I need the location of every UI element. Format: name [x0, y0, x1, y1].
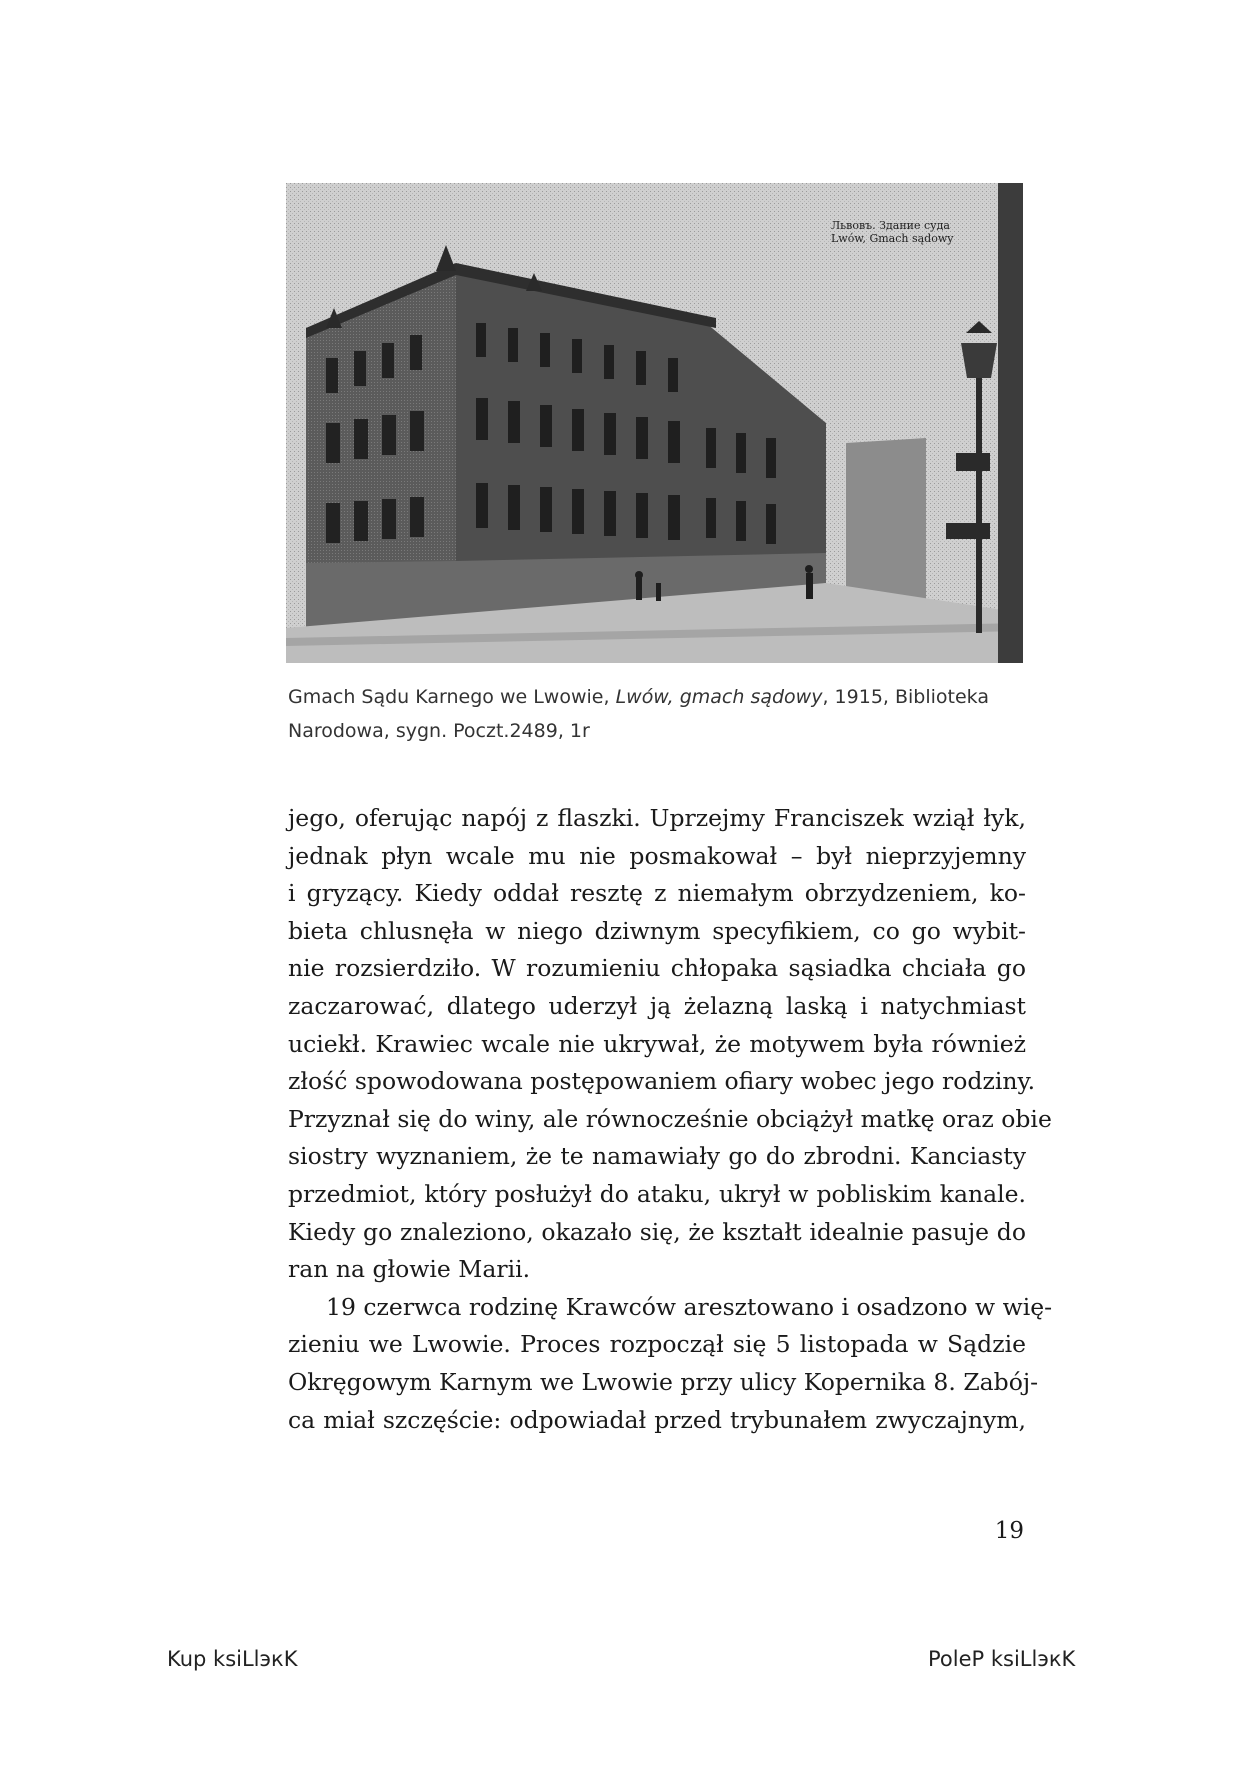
- caption-line-1: [288, 680, 1028, 714]
- body-line: Kiedy go znaleziono, okazało się, że kształt idealnie pasuje do: [288, 1217, 1026, 1246]
- body-line: zieniu we Lwowie. Proces rozpoczął się 5 listopada w Sądzie: [288, 1330, 1026, 1359]
- body-line: jego, oferując napój z flaszki. Uprzejmy Franciszek wziął łyk,: [288, 804, 1026, 832]
- body-line-paragraph-start: 19 czerwca rodzinę Krawców aresztowano i osadzono w wię-: [326, 1292, 1053, 1321]
- photo-caption: [288, 680, 1028, 748]
- body-line-paragraph-end: ran na głowie Marii.: [288, 1255, 531, 1284]
- body-line: nie rozsierdziło. W rozumieniu chłopaka sąsiadka chciała go: [288, 954, 1026, 983]
- body-line: przedmiot, który posłużył do ataku, ukrył w pobliskim kanale.: [288, 1179, 1026, 1208]
- body-text: [288, 800, 1053, 1439]
- body-line: uciekł. Krawiec wcale nie ukrywał, że motywem była również: [288, 1029, 1026, 1058]
- body-line: Okręgowym Karnym we Lwowie przy ulicy Kopernika 8. Zabój-: [288, 1367, 1039, 1396]
- body-line: jednak płyn wcale mu nie posmakował – był nieprzyjemny: [288, 841, 1026, 870]
- photo-inscription-polish: Lwów, Gmach sądowy: [831, 232, 954, 245]
- recommend-book-link[interactable]: PoleP ksiLlэкK: [928, 1647, 1076, 1671]
- body-line: ca miał szczęście: odpowiadał przed trybunałem zwyczajnym,: [288, 1405, 1026, 1434]
- body-line: zaczarować, dlatego uderzył ją żelazną laską i natychmiast: [288, 991, 1026, 1020]
- photo-inscription-cyrillic: Львовъ. Здание суда: [831, 219, 950, 232]
- body-line: złość spowodowana postępowaniem ofiary wobec jego rodziny.: [288, 1067, 1036, 1096]
- caption-italic-title: Lwów, gmach sądowy: [615, 686, 823, 708]
- court-building-illustration: [286, 183, 1023, 663]
- body-line: Przyznał się do winy, ale równocześnie obciążył matkę oraz obie: [288, 1104, 1052, 1133]
- buy-book-link[interactable]: Kup ksiLlэкK: [167, 1647, 298, 1671]
- caption-text-part1: Gmach Sądu Karnego we Lwowie,: [288, 686, 616, 708]
- body-line: i gryzący. Kiedy oddał resztę z niemałym obrzydzeniem, ko-: [288, 879, 1026, 908]
- page-number: 19: [994, 1518, 1024, 1544]
- body-line: siostry wyznaniem, że te namawiały go do zbrodni. Kanciasty: [288, 1142, 1026, 1171]
- caption-line-2: Narodowa, sygn. Poczt.2489, 1r: [288, 720, 590, 742]
- body-line: bieta chlusnęła w niego dziwnym specyfikiem, co go wybit-: [288, 916, 1026, 945]
- caption-text-part2: , 1915, Biblioteka: [822, 686, 989, 708]
- court-building-photo: [286, 183, 1023, 663]
